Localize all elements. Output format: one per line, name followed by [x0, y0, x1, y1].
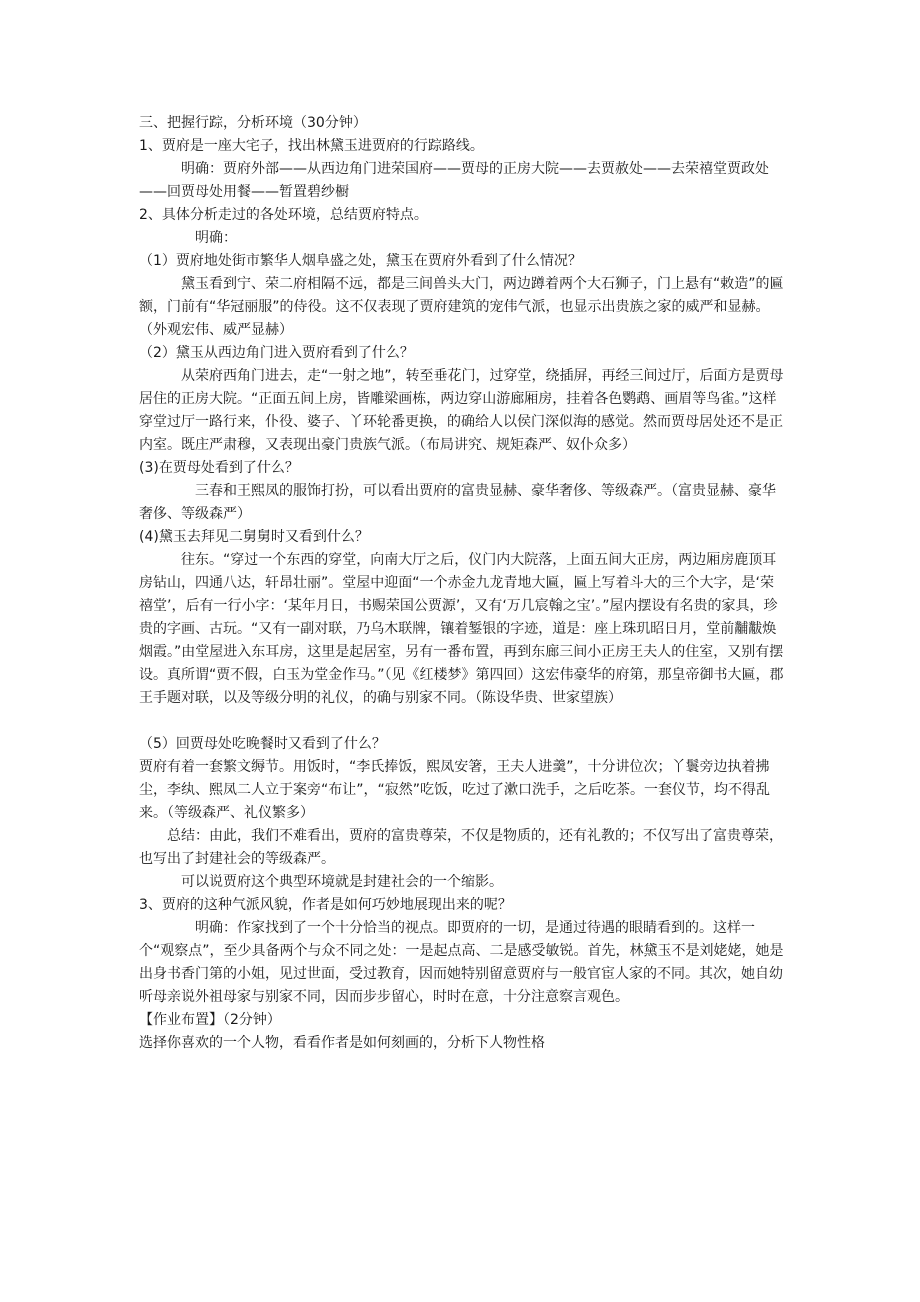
question-1: 1、贾府是一座大宅子，找出林黛玉进贾府的行踪路线。: [139, 138, 484, 154]
subanswer-4: 往东。“穿过一个东西的穿堂，向南大厅之后，仪门内大院落，上面五间大正房，两边厢房鹿顶耳房钻山，四通八达，轩昂壮丽”。堂屋中迎面“一个赤金九龙青地大匾，匾上写着斗大的三个大字，是‘荣禧堂’，后有一行小字：‘某年月日，书赐荣国公贾源’，又有‘万几宸翰之宝’。”屋内摆设有名贵的家具，珍贵的字画、古玩。“又有一副对联，乃乌木联牌，镶着錾银的字迹，道是：座上珠玑昭日月，堂前黼黻焕烟霞。”由堂屋进入东耳房，这里是起居室，另有一番布置，再到东廊三间小正房王夫人的住室，又别有摆设。真所谓“贾不假，白玉为堂金作马。”（见《红楼梦》第四回）这宏伟豪华的府第，那皇帝御书大匾，郡王手题对联，以及等级分明的礼仪，的确与别家不同。（陈设华贵、世家望族）: [139, 552, 784, 706]
subquestion-5: （5）回贾母处吃晚餐时又看到了什么？: [139, 736, 386, 752]
subanswer-5: 贾府有着一套繁文缛节。用饭时，“李氏捧饭，熙凤安箸，王夫人进羹”，十分讲位次；丫鬟旁边执着拂尘，李纨、熙凤二人立于案旁“布让”，“寂然”吃饭，吃过了漱口洗手，之后吃茶。一套仪节，均不得乱来。（等级森严、礼仪繁多）: [139, 759, 771, 821]
answer-3: 明确：作家找到了一个十分恰当的视点。即贾府的一切，是通过待遇的眼睛看到的。这样一个“观察点”，至少具备两个与众不同之处：一是起点高、二是感受敏锐。首先，林黛玉不是刘姥姥，她是出身书香门第的小姐，见过世面，受过教育，因而她特别留意贾府与一般官宦人家的不同。其次，她自幼听母亲说外祖母家与别家不同，因而步步留心，时时在意，十分注意察言观色。: [139, 920, 784, 1005]
subquestion-1: （1）贾府地处街市繁华人烟阜盛之处，黛玉在贾府外看到了什么情况？: [139, 253, 582, 269]
question-2: 2、具体分析走过的各处环境，总结贾府特点。: [139, 207, 428, 223]
subquestion-4: (4)黛玉去拜见二舅舅时又看到什么？: [139, 529, 369, 545]
subquestion-3: (3)在贾母处看到了什么？: [139, 460, 299, 476]
answer-2-label: 明确：: [195, 230, 237, 246]
document-body: [139, 112, 784, 1055]
homework-task: 选择你喜欢的一个人物，看看作者是如何刻画的，分析下人物性格: [139, 1035, 545, 1051]
question-3: 3、贾府的这种气派风貌，作者是如何巧妙地展现出来的呢？: [139, 897, 512, 913]
subanswer-2: 从荣府西角门进去，走“一射之地”，转至垂花门，过穿堂，绕插屏，再经三间过厅，后面方是贾母居住的正房大院。“正面五间上房，皆雕梁画栋，两边穿山游廊厢房，挂着各色鹦鹉、画眉等鸟雀。”这样穿堂过厅一路行来，仆役、婆子、丫环轮番更换，的确给人以侯门深似海的感觉。然而贾母居处还不是正内室。既庄严肃穆，又表现出豪门贵族气派。（布局讲究、规矩森严、奴仆众多）: [139, 368, 784, 453]
subanswer-1: 黛玉看到宁、荣二府相隔不远，都是三间兽头大门，两边蹲着两个大石狮子，门上悬有“敕造”的匾额，门前有“华冠丽服”的侍役。这不仅表现了贾府建筑的宠伟气派，也显示出贵族之家的威严和显赫。（外观宏伟、威严显赫）: [139, 276, 784, 338]
answer-1: 明确：贾府外部——从西边角门进荣国府——贾母的正房大院——去贾赦处——去荣禧堂贾政处——回贾母处用餐——暂置碧纱橱: [139, 161, 769, 200]
summary: 总结：由此，我们不难看出，贾府的富贵尊荣，不仅是物质的，还有礼教的；不仅写出了富贵尊荣，也写出了封建社会的等级森严。: [139, 828, 783, 867]
section-heading: 三、把握行踪，分析环境（30分钟）: [139, 115, 367, 131]
homework-heading: 【作业布置】（2分钟）: [139, 1012, 281, 1028]
subanswer-3: 三春和王熙凤的服饰打扮，可以看出贾府的富贵显赫、豪华奢侈、等级森严。（富贵显赫、豪华奢侈、等级森严）: [139, 483, 776, 522]
paragraph-gap: [139, 710, 784, 733]
subquestion-2: （2）黛玉从西边角门进入贾府看到了什么？: [139, 345, 414, 361]
summary-conclusion: 可以说贾府这个典型环境就是封建社会的一个缩影。: [181, 874, 503, 890]
